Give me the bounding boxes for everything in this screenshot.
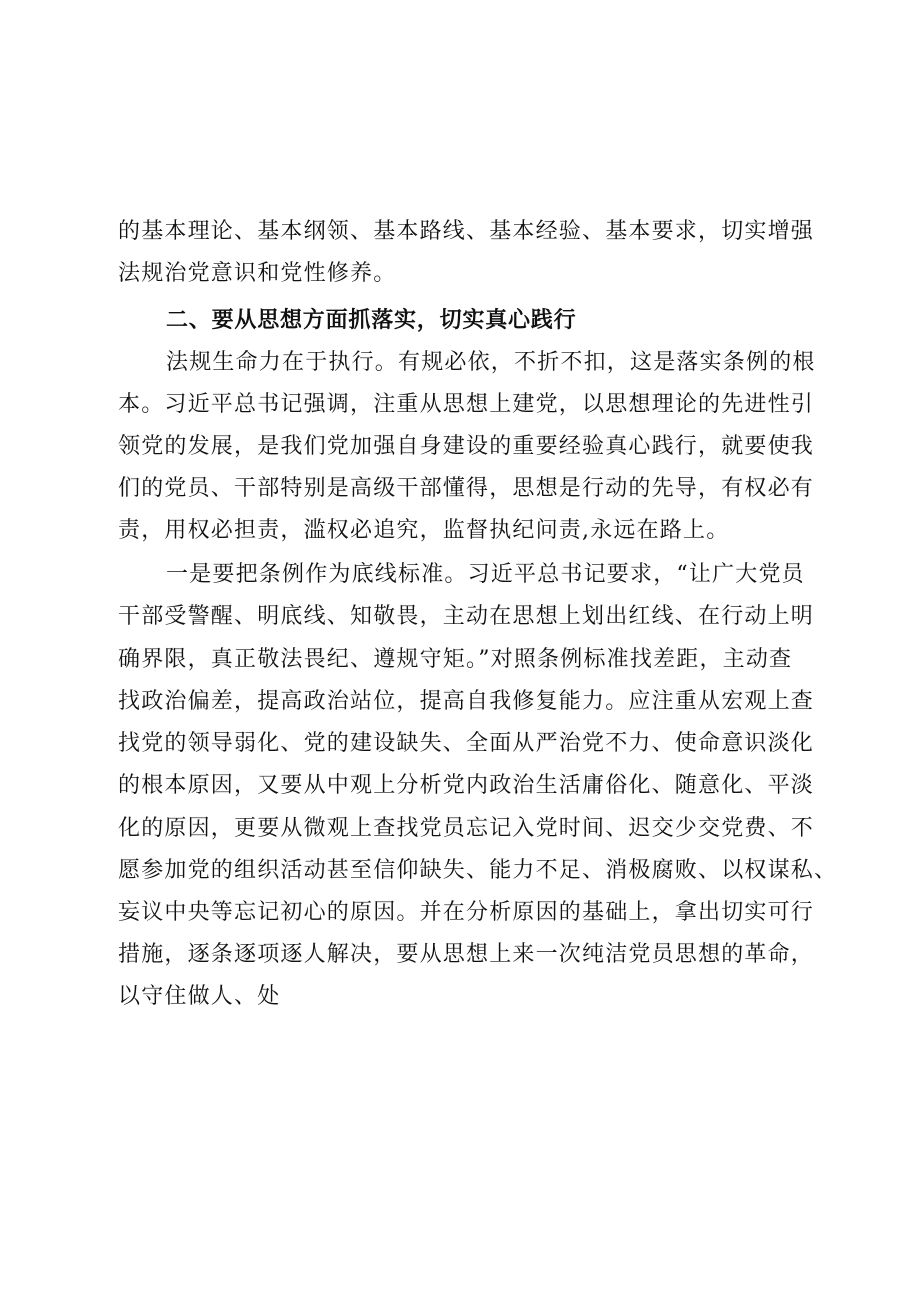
body-text-line: 本。习近平总书记强调，注重从思想上建党，以思想理论的先进性引 [118, 392, 815, 417]
body-text-line: 妄议中央等忘记初心的原因。并在分析原因的基础上，拿出切实可行 [118, 900, 815, 925]
body-text-line: 的基本理论、基本纲领、基本路线、基本经验、基本要求，切实增强 [118, 219, 815, 244]
body-text-line: 化的原因，更要从微观上查找党员忘记入党时间、迟交少交党费、不 [118, 816, 815, 841]
paragraph-start-line: 法规生命力在于执行。有规必依，不折不扣，这是落实条例的根 [166, 350, 816, 375]
body-text-line: 们的党员、干部特别是高级干部懂得，思想是行动的先导，有权必有 [118, 476, 815, 501]
body-text-line: 领党的发展，是我们党加强自身建设的重要经验真心践行，就要使我 [118, 434, 815, 459]
body-text-line: 的根本原因，又要从中观上分析党内政治生活庸俗化、随意化、平淡 [118, 773, 815, 798]
body-text-line: 找党的领导弱化、党的建设缺失、全面从严治党不力、使命意识淡化 [118, 731, 815, 756]
body-text-line: 干部受警醒、明底线、知敬畏，主动在思想上划出红线、在行动上明 [118, 604, 815, 629]
paragraph-start-line: 一是要把条例作为底线标准。习近平总书记要求，“让广大党员 [166, 562, 805, 587]
body-text-line: 确界限，真正敬法畏纪、遵规守矩。”对照条例标准找差距，主动查 [118, 647, 793, 672]
body-text-line: 愿参加党的组织活动甚至信仰缺失、能力不足、消极腐败、以权谋私、 [118, 858, 838, 883]
section-heading: 二、要从思想方面抓落实，切实真心践行 [166, 308, 577, 333]
body-text-line: 找政治偏差，提高政治站位，提高自我修复能力。应注重从宏观上查 [118, 689, 815, 714]
body-text-line: 责，用权必担责，滥权必追究，监督执纪问责,永远在路上。 [118, 518, 730, 543]
body-text-line: 措施，逐条逐项逐人解决，要从思想上来一次纯洁党员思想的革命， [118, 942, 815, 967]
body-text-line: 法规治党意识和党性修养。 [118, 261, 397, 286]
body-text-line: 以守住做人、处 [118, 984, 281, 1009]
